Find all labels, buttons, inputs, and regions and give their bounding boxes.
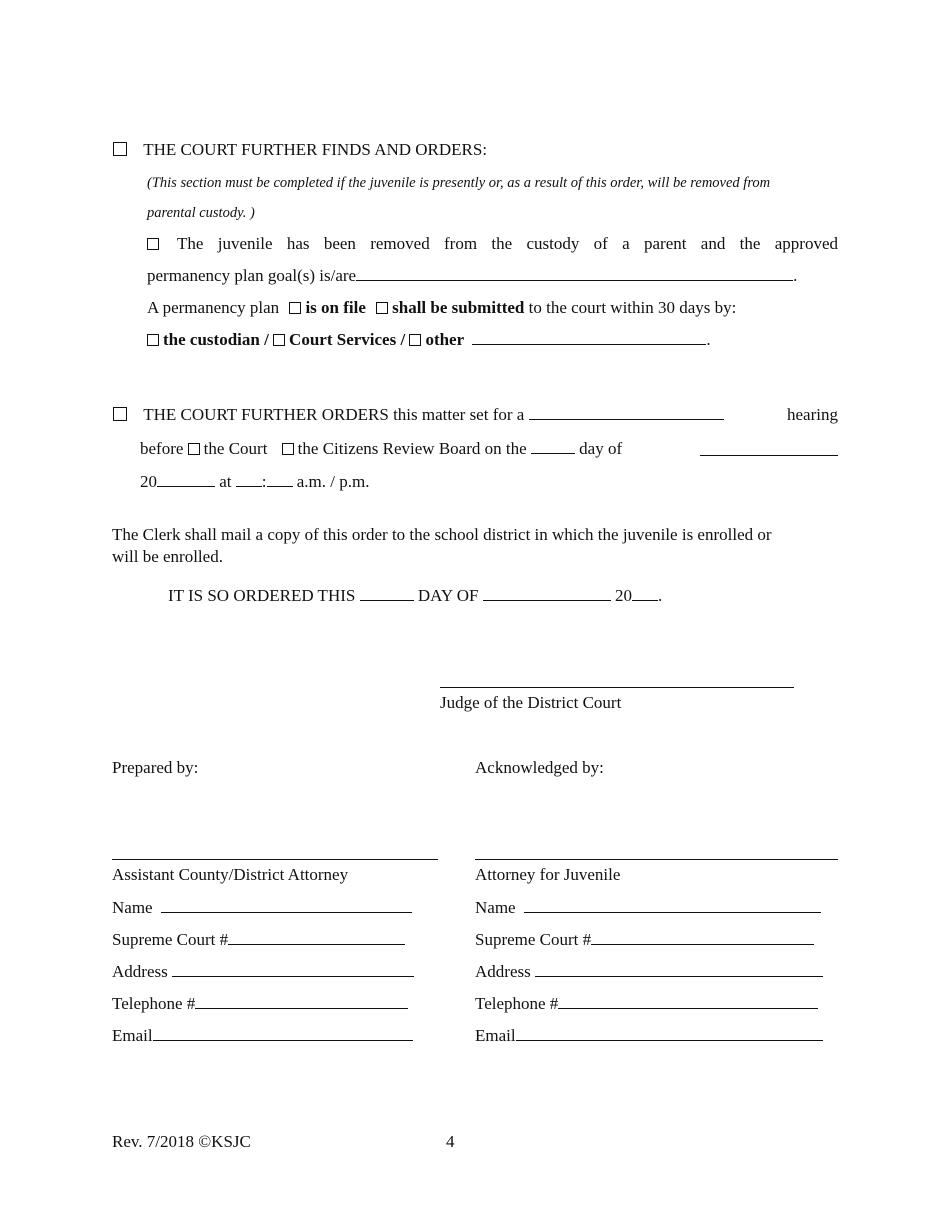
right-telephone-row (475, 994, 818, 1014)
submitter-line: the custodian / Court Services / other . (147, 330, 711, 350)
submitted-checkbox[interactable] (376, 302, 388, 314)
section1-checkbox[interactable] (113, 142, 127, 156)
ordered-year-blank[interactable] (632, 586, 658, 601)
left-supreme-label: Supreme Court # (112, 930, 229, 949)
prosecutor-signature-line[interactable] (112, 859, 438, 860)
right-telephone-field[interactable] (558, 994, 818, 1009)
page-number: 4 (446, 1132, 455, 1151)
custodian-label: the custodian / (163, 330, 269, 349)
hearing-month-blank[interactable] (700, 441, 838, 456)
judge-label: Judge of the District Court (440, 693, 622, 712)
right-telephone-label: Telephone # (475, 994, 559, 1013)
day-of-word: day of (579, 439, 623, 458)
prepared-by-label: Prepared by: (112, 758, 199, 777)
removed-checkbox[interactable] (147, 238, 159, 250)
plan-line (147, 298, 736, 318)
plan-prefix: A permanency plan (147, 298, 280, 317)
left-telephone-field[interactable] (195, 994, 408, 1009)
crb-checkbox[interactable] (282, 443, 294, 455)
court-services-label: Court Services / (289, 330, 406, 349)
left-email-field[interactable] (153, 1026, 413, 1041)
left-supreme-field[interactable] (228, 930, 405, 945)
section2-heading: THE COURT FURTHER ORDERS this matter set for a (143, 405, 525, 424)
court-services-checkbox[interactable] (273, 334, 285, 346)
section1-note-line1: (This section must be completed if the juvenile is presently or, as a result of this order, will be removed from (147, 175, 771, 191)
section1-note-line2: parental custody. ) (147, 205, 255, 221)
left-email-label: Email (112, 1026, 153, 1045)
judge-signature-line[interactable] (440, 687, 794, 688)
right-address-label: Address (475, 962, 531, 981)
hearing-word: hearing (787, 405, 838, 424)
section2-checkbox[interactable] (113, 407, 127, 421)
footer-revision: Rev. 7/2018 ©KSJC (112, 1132, 251, 1151)
section2-line2 (140, 439, 838, 459)
ordered-day-blank[interactable] (360, 586, 414, 601)
left-address-field[interactable] (172, 962, 414, 977)
right-supreme-field[interactable] (591, 930, 814, 945)
court-checkbox[interactable] (188, 443, 200, 455)
hearing-type-blank[interactable] (529, 405, 724, 420)
right-address-row (475, 962, 823, 982)
acknowledged-by-label: Acknowledged by: (475, 758, 604, 777)
hearing-day-blank[interactable] (531, 439, 575, 454)
right-name-field[interactable] (524, 898, 821, 913)
ordered-period: . (657, 586, 663, 605)
section1-heading-row (113, 140, 487, 160)
right-email-field[interactable] (516, 1026, 823, 1041)
right-email-row (475, 1026, 823, 1046)
ordered-line (168, 586, 662, 606)
submitted-label: shall be submitted (392, 298, 525, 317)
other-blank[interactable] (472, 330, 706, 345)
minute-blank[interactable] (267, 472, 293, 487)
time-colon: : (261, 472, 267, 491)
left-name-field[interactable] (161, 898, 412, 913)
left-telephone-label: Telephone # (112, 994, 196, 1013)
other-label: other (425, 330, 465, 349)
right-name-label: Name (475, 898, 516, 917)
left-telephone-row (112, 994, 408, 1014)
right-address-field[interactable] (535, 962, 823, 977)
hour-blank[interactable] (236, 472, 262, 487)
left-block-title: Assistant County/District Attorney (112, 865, 349, 884)
ordered-text: IT IS SO ORDERED THIS (168, 586, 356, 605)
custodian-checkbox[interactable] (147, 334, 159, 346)
juvenile-attorney-signature-line[interactable] (475, 859, 838, 860)
section2-line1 (113, 405, 838, 425)
plan-suffix: to the court within 30 days by: (528, 298, 737, 317)
right-email-label: Email (475, 1026, 516, 1045)
removed-line1 (147, 234, 838, 254)
right-supreme-row (475, 930, 814, 950)
section2-line3 (140, 472, 369, 492)
plan-goal-blank[interactable] (356, 266, 793, 281)
left-name-row (112, 898, 412, 918)
year-prefix: 20 (140, 472, 157, 491)
crb-label: the Citizens Review Board on the (297, 439, 527, 458)
removed-line2: permanency plan goal(s) is/are . (147, 266, 798, 285)
at-word: at (219, 472, 232, 491)
section1-heading: THE COURT FURTHER FINDS AND ORDERS: (143, 140, 488, 159)
left-address-label: Address (112, 962, 168, 981)
right-name-row (475, 898, 821, 918)
plan-goal-label: permanency plan goal(s) is/are (147, 266, 357, 285)
ordered-dayof: DAY OF (417, 586, 479, 605)
clerk-line2: will be enrolled. (112, 547, 223, 566)
left-supreme-row (112, 930, 405, 950)
right-supreme-label: Supreme Court # (475, 930, 592, 949)
hearing-year-blank[interactable] (157, 472, 215, 487)
left-address-row (112, 962, 414, 982)
right-block-title: Attorney for Juvenile (475, 865, 621, 884)
before-word: before (140, 439, 184, 458)
on-file-checkbox[interactable] (289, 302, 301, 314)
left-email-row (112, 1026, 413, 1046)
ordered-month-blank[interactable] (483, 586, 611, 601)
on-file-label: is on file (305, 298, 366, 317)
court-label: the Court (203, 439, 268, 458)
clerk-line1: The Clerk shall mail a copy of this order to the school district in which the juvenile is enrolled or (112, 525, 772, 544)
ordered-year-prefix: 20 (614, 586, 632, 605)
removed-text: The juvenile has been removed from the custody of a parent and the approved (177, 234, 838, 253)
ampm-label: a.m. / p.m. (296, 472, 370, 491)
left-name-label: Name (112, 898, 153, 917)
other-checkbox[interactable] (409, 334, 421, 346)
